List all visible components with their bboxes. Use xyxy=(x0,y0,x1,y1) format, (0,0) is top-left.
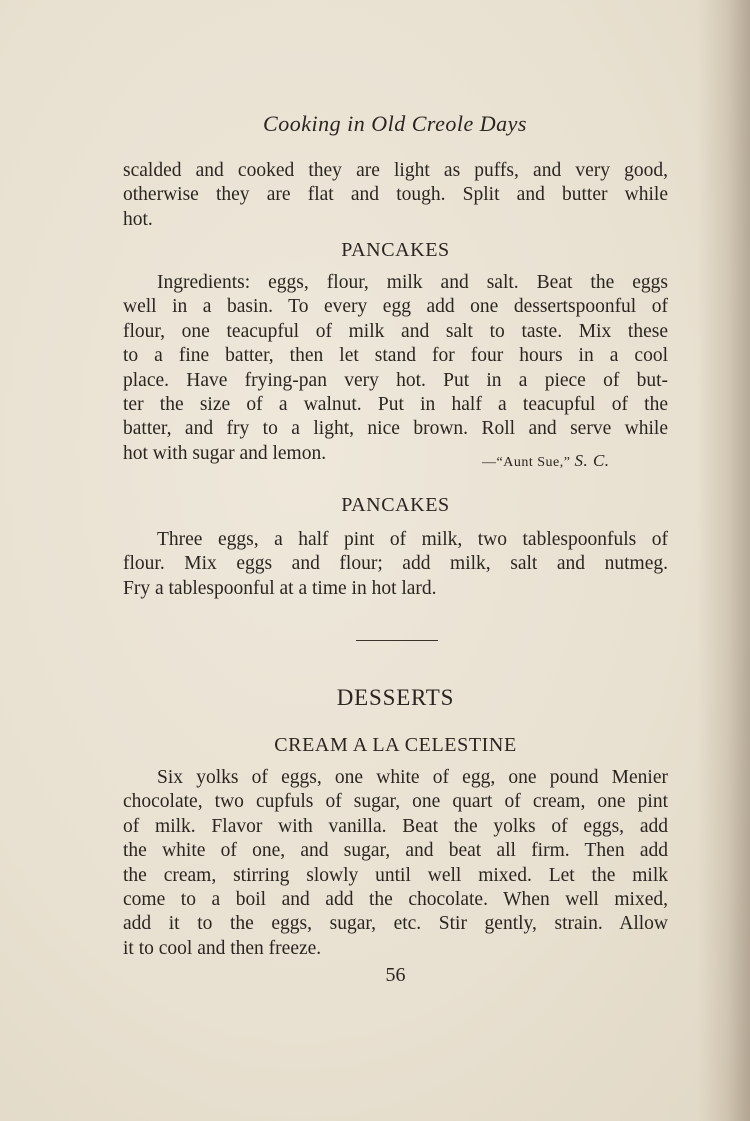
text-line: hot. xyxy=(123,208,153,230)
recipe-heading: PANCAKES xyxy=(341,239,450,261)
attribution xyxy=(482,451,610,471)
text-line: to a fine batter, then let stand for four hours in a cool xyxy=(123,345,668,367)
text-line: the white of one, and sugar, and beat all firm. Then add xyxy=(123,840,668,862)
recipe-paragraph xyxy=(123,766,668,961)
text-line: Ingredients: eggs, flour, milk and salt. Beat the eggs xyxy=(157,272,668,293)
attribution-name: —“Aunt Sue,” xyxy=(482,455,571,470)
text-line: it to cool and then freeze. xyxy=(123,937,322,959)
text-line: Fry a tablespoonful at a time in hot lard. xyxy=(123,577,437,599)
text-line: come to a boil and add the chocolate. When well mixed, xyxy=(123,889,668,911)
recipe-heading: CREAM A LA CELESTINE xyxy=(274,734,517,756)
text-line: of milk. Flavor with vanilla. Beat the yolks of eggs, add xyxy=(123,815,668,837)
text-line: hot with sugar and lemon. xyxy=(123,442,327,464)
text-line: place. Have frying-pan very hot. Put in a piece of but- xyxy=(123,369,668,391)
text-line: batter, and fry to a light, nice brown. Roll and serve while xyxy=(123,418,668,440)
text-line: the cream, stirring slowly until well mixed. Let the milk xyxy=(123,864,668,886)
recipe-paragraph xyxy=(123,528,668,601)
page-number: 56 xyxy=(385,964,406,986)
text-line: Three eggs, a half pint of milk, two tablespoonfuls of xyxy=(157,529,668,550)
text-line: ter the size of a walnut. Put in half a teacupful of the xyxy=(123,394,668,416)
text-line: chocolate, two cupfuls of sugar, one quart of cream, one pint xyxy=(123,791,668,813)
attribution-place: S. C. xyxy=(574,451,610,470)
text-line: scalded and cooked they are light as puffs, and very good, xyxy=(123,160,668,181)
text-line: flour. Mix eggs and flour; add milk, salt and nutmeg. xyxy=(123,553,668,575)
continuation-paragraph xyxy=(123,159,668,232)
section-divider xyxy=(356,640,438,641)
section-title: DESSERTS xyxy=(336,685,455,710)
text-line: well in a basin. To every egg add one dessertspoonful of xyxy=(123,296,668,318)
text-line: add it to the eggs, sugar, etc. Stir gently, strain. Allow xyxy=(123,913,668,935)
text-line: flour, one teacupful of milk and salt to taste. Mix these xyxy=(123,320,668,342)
recipe-paragraph xyxy=(123,271,668,466)
text-line: otherwise they are flat and tough. Split and butter while xyxy=(123,184,668,206)
running-head: Cooking in Old Creole Days xyxy=(263,111,527,136)
text-line: Six yolks of eggs, one white of egg, one pound Menier xyxy=(157,767,668,788)
recipe-heading: PANCAKES xyxy=(341,494,450,516)
